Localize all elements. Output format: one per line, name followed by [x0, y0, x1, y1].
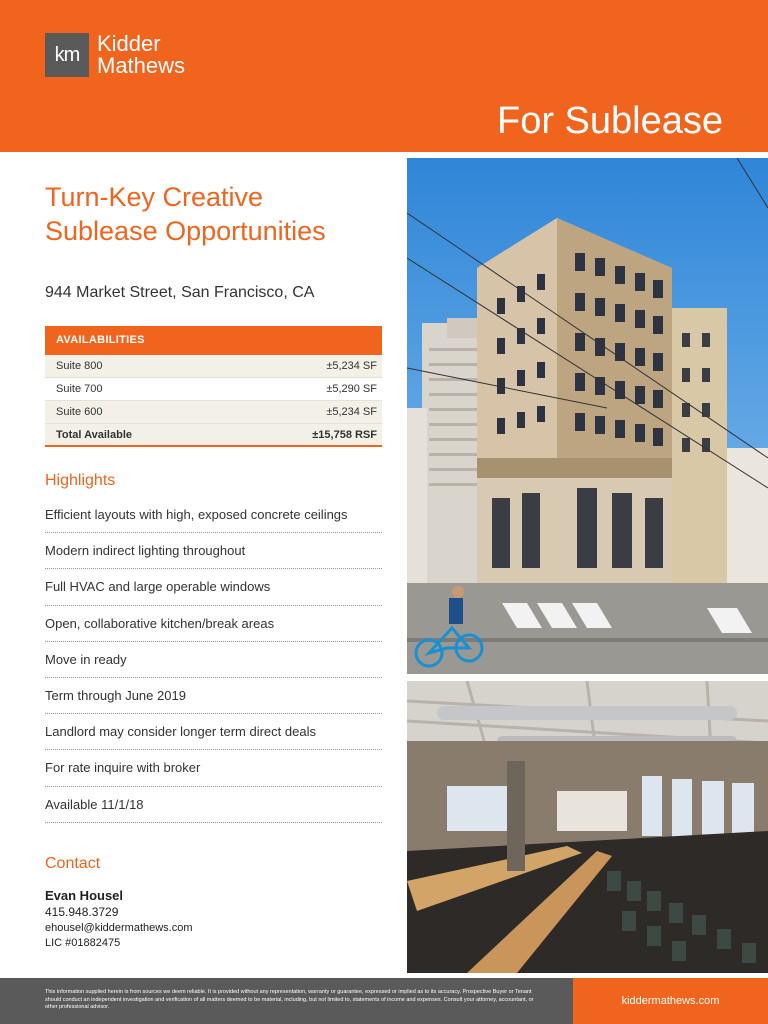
- list-item: Move in ready: [45, 642, 382, 678]
- availabilities-table: [45, 326, 382, 447]
- list-item: Available 11/1/18: [45, 787, 382, 823]
- website-link[interactable]: kiddermathews.com: [573, 978, 768, 1024]
- list-item: Landlord may consider longer term direct deals: [45, 714, 382, 750]
- contact-email[interactable]: ehousel@kiddermathews.com: [45, 922, 193, 934]
- contact-name: Evan Housel: [45, 888, 124, 903]
- logo-wordmark: [97, 33, 185, 77]
- footer: [0, 978, 768, 1024]
- listing-type: For Sublease: [496, 100, 723, 142]
- list-item: Full HVAC and large operable windows: [45, 569, 382, 605]
- availabilities-heading: AVAILABILITIES: [45, 326, 382, 355]
- highlights-heading: Highlights: [45, 472, 116, 489]
- suite-name: Suite 700: [56, 383, 103, 395]
- contact-heading: Contact: [45, 855, 101, 872]
- total-value: ±15,758 RSF: [312, 428, 377, 441]
- suite-size: ±5,234 SF: [326, 406, 377, 418]
- contact-phone[interactable]: 415.948.3729: [45, 905, 119, 919]
- title-line2: Sublease Opportunities: [45, 216, 326, 246]
- header-banner: [0, 0, 768, 152]
- table-row: [45, 355, 382, 378]
- table-row: [45, 378, 382, 401]
- list-item: Open, collaborative kitchen/break areas: [45, 606, 382, 642]
- table-total-row: [45, 424, 382, 447]
- contact-license: LIC #01882475: [45, 937, 121, 949]
- suite-name: Suite 600: [56, 406, 103, 418]
- total-label: Total Available: [56, 428, 133, 441]
- list-item: Term through June 2019: [45, 678, 382, 714]
- suite-name: Suite 800: [56, 360, 103, 372]
- logo-line1: Kidder: [97, 31, 161, 56]
- legal-disclaimer: This information supplied herein is from sources we deem reliable. It is provided without any representation, warranty or guarantee, expressed or implied as to its accuracy. Prospective Buyer or Tenant should conduct an independent investigation and verification of all matters deemed to be material, including, but not limited to, statements of income and expenses. Consult your attorney, accountant, or other professional advisor.: [45, 989, 534, 1010]
- list-item: Efficient layouts with high, exposed concrete ceilings: [45, 497, 382, 533]
- list-item: For rate inquire with broker: [45, 750, 382, 786]
- logo-line2: Mathews: [97, 53, 186, 78]
- building-exterior-photo: [407, 158, 768, 674]
- list-item: Modern indirect lighting throughout: [45, 533, 382, 569]
- table-row: [45, 401, 382, 424]
- company-logo[interactable]: [45, 33, 185, 77]
- suite-size: ±5,290 SF: [326, 383, 377, 395]
- office-interior-photo: [407, 681, 768, 973]
- page-title: [45, 180, 385, 248]
- title-line1: Turn-Key Creative: [45, 182, 264, 212]
- property-address: 944 Market Street, San Francisco, CA: [45, 284, 315, 301]
- logo-mark: km: [45, 33, 89, 77]
- suite-size: ±5,234 SF: [326, 360, 377, 372]
- highlights-list: [45, 497, 382, 823]
